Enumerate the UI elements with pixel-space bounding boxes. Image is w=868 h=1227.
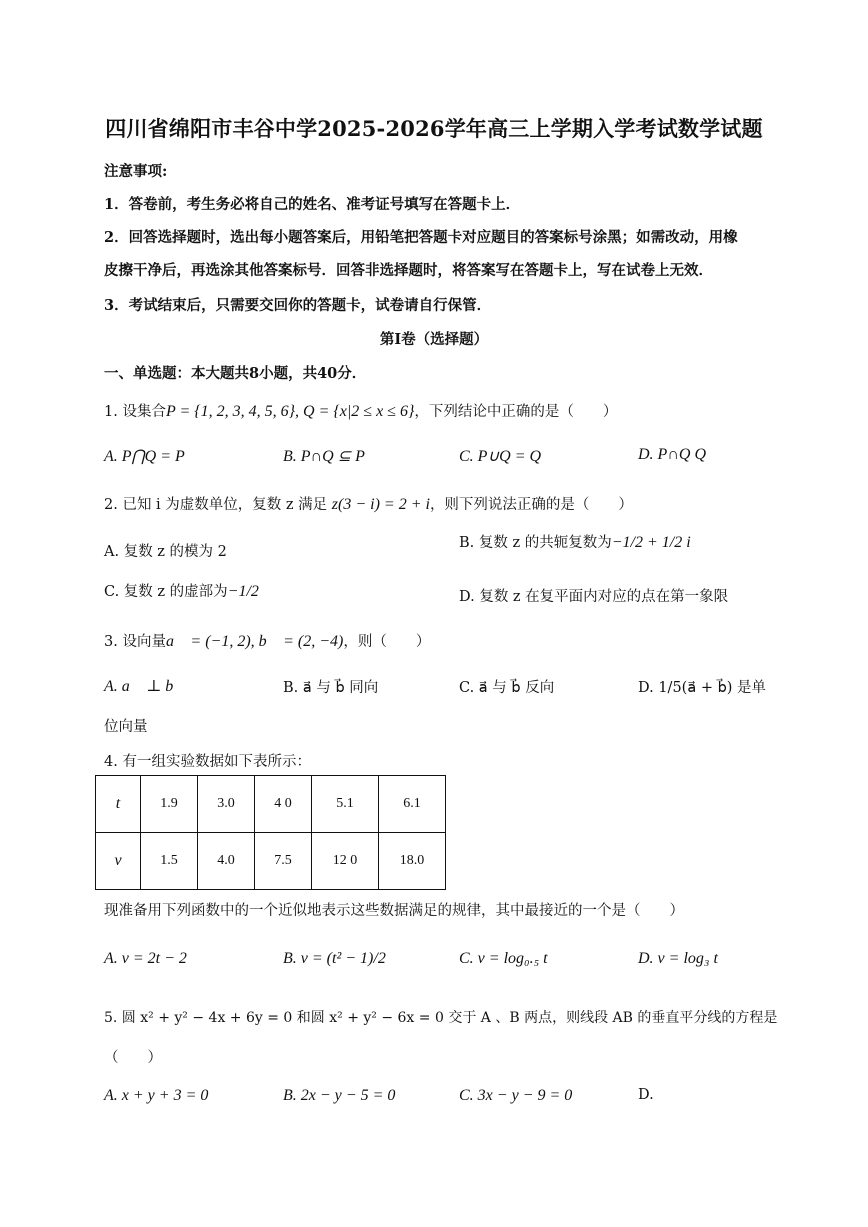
section-heading: 一、单选题：本大题共8小题，共40分．	[104, 365, 367, 382]
q5-option-c: C. 3x − y − 9 = 0	[459, 1087, 573, 1104]
q5-option-a: A. x + y + 3 = 0	[104, 1087, 209, 1104]
q3-math: a⃗ = (−1, 2), b⃗ = (2, −4)	[165, 633, 344, 650]
q4-option-d: D. v = log₃ t	[638, 950, 718, 967]
q2-math: z(3 − i) = 2 + i	[331, 496, 430, 513]
table-cell: 7.5	[255, 833, 312, 890]
q1-prefix: 1. 设集合	[104, 404, 166, 420]
q1-option-c: C. P∪Q = Q	[459, 448, 542, 465]
table-cell: v	[96, 833, 141, 890]
q2-option-b-math: −1/2 + 1/2 i	[611, 534, 691, 551]
question-5: 5. 圆 x² + y² − 4x + 6y = 0 和圆 x² + y² − 6x = 0 交于 A 、B 两点，则线段 AB 的垂直平分线的方程是	[104, 1010, 778, 1026]
page-title: 四川省绵阳市丰谷中学2025-2026学年高三上学期入学考试数学试题	[105, 116, 763, 141]
table-cell: 4.0	[198, 833, 255, 890]
question-4: 4. 有一组实验数据如下表所示：	[104, 754, 311, 770]
q2-prefix: 2. 已知 i 为虚数单位，复数 z 满足	[104, 497, 332, 513]
table-cell: 18.0	[379, 833, 446, 890]
q3-option-c: C. a⃗ 与 b⃗ 反向	[459, 680, 555, 696]
q2-suffix: ，则下列说法正确的是（ ）	[429, 497, 633, 513]
data-table	[95, 775, 446, 890]
table-row	[96, 833, 446, 890]
q2-option-b	[459, 531, 691, 552]
notice-item: 3．考试结束后，只需要交回你的答题卡，试卷请自行保管．	[104, 297, 492, 314]
q4-option-b: B. v = (t² − 1)/2	[283, 950, 386, 967]
notice-item: 2．回答选择题时，选出每小题答案后，用铅笔把答题卡对应题目的答案标号涂黑；如需改动，用橡	[104, 229, 738, 246]
q3-option-b: B. a⃗ 与 b⃗ 同向	[283, 680, 379, 696]
q4-option-c: C. v = log₀.₅ t	[459, 950, 548, 967]
question-1	[104, 400, 617, 421]
q5-option-d: D.	[638, 1087, 654, 1103]
q3-suffix: ，则（ ）	[343, 634, 431, 650]
question-3	[104, 630, 430, 651]
q3-option-d: D. 1/5(a⃗ + b⃗) 是单	[638, 680, 767, 696]
table-cell: 5.1	[312, 776, 379, 833]
q1-suffix: ，下列结论中正确的是（ ）	[414, 404, 618, 420]
q3-option-d-wrap: 位向量	[104, 719, 148, 735]
table-cell: 4 0	[255, 776, 312, 833]
table-cell: 3.0	[198, 776, 255, 833]
q4-option-a: A. v = 2t − 2	[104, 950, 187, 967]
q4-question: 现准备用下列函数中的一个近似地表示这些数据满足的规律，其中最接近的一个是（ ）	[104, 903, 684, 919]
notice-item: 1．答卷前，考生务必将自己的姓名、准考证号填写在答题卡上．	[104, 196, 521, 213]
q2-option-a: A. 复数 z 的模为 2	[104, 544, 227, 560]
table-cell: 6.1	[379, 776, 446, 833]
q2-option-c-math: −1/2	[227, 583, 259, 600]
table-cell: 12 0	[312, 833, 379, 890]
table-cell: 1.5	[141, 833, 198, 890]
table-cell: 1.9	[141, 776, 198, 833]
q2-option-c-text: C. 复数 z 的虚部为	[104, 584, 228, 600]
question-2	[104, 493, 633, 514]
q2-option-b-text: B. 复数 z 的共轭复数为	[459, 535, 612, 551]
q1-option-d: D. P∩Q Q	[638, 446, 706, 463]
q1-option-b: B. P∩Q ⊆ P	[283, 448, 365, 465]
q2-option-d: D. 复数 z 在复平面内对应的点在第一象限	[459, 589, 729, 605]
table-cell: t	[96, 776, 141, 833]
q5-option-b: B. 2x − y − 5 = 0	[283, 1087, 396, 1104]
q3-prefix: 3. 设向量	[104, 634, 166, 650]
notice-item: 皮擦干净后，再选涂其他答案标号．回答非选择题时，将答案写在答题卡上，写在试卷上无效．	[104, 262, 713, 279]
table-row	[96, 776, 446, 833]
volume-title: 第Ⅰ卷（选择题）	[379, 331, 489, 348]
q3-option-a: A. a⃗ ⊥ b⃗	[104, 678, 186, 695]
question-5-line2: （ ）	[104, 1050, 162, 1066]
notice-heading: 注意事项:	[104, 163, 168, 180]
q2-option-c	[104, 580, 259, 601]
q1-option-a: A. P⋂Q = P	[104, 448, 185, 465]
q1-math: P = {1, 2, 3, 4, 5, 6}, Q = {x|2 ≤ x ≤ 6}	[165, 403, 415, 420]
